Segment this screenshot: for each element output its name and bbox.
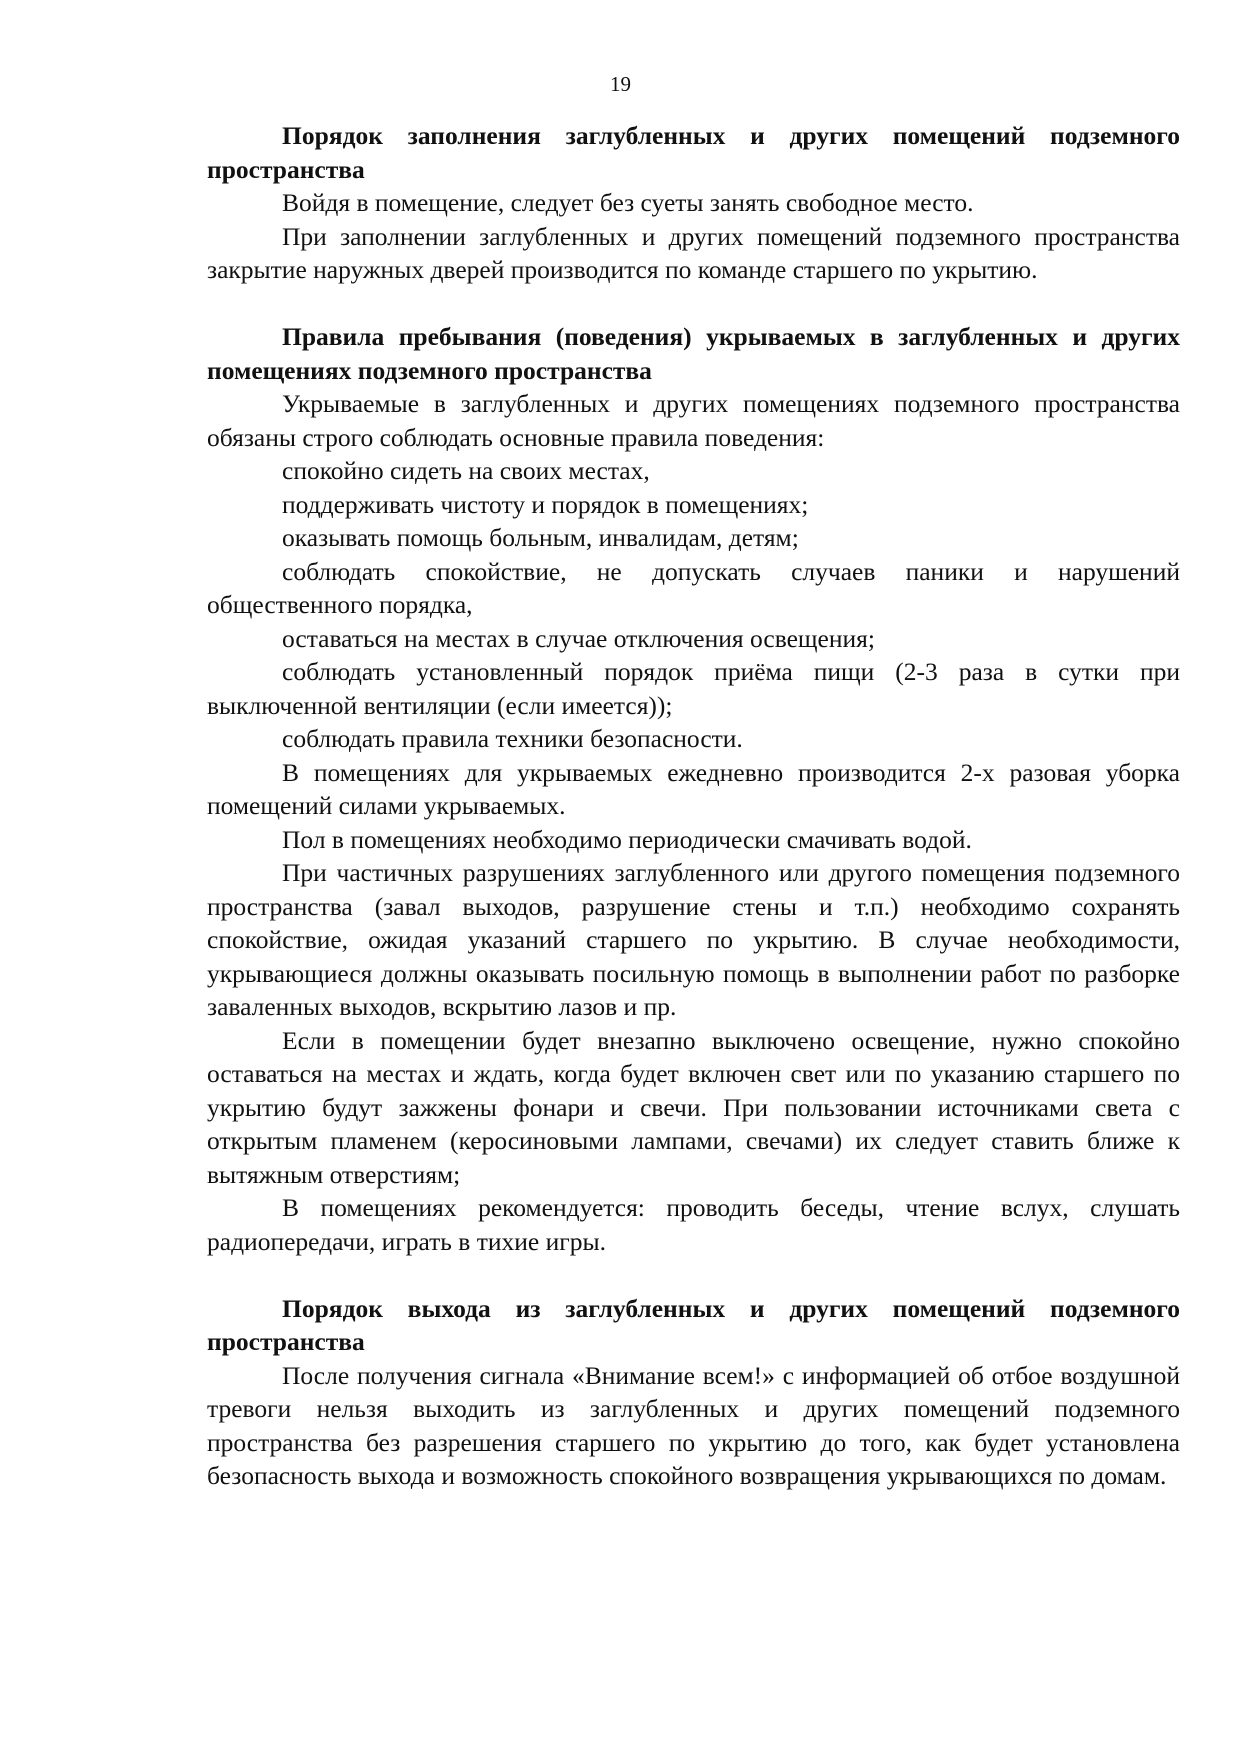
section-heading: Порядок заполнения заглубленных и других помещений подземного пространства xyxy=(207,121,1180,184)
paragraph: В помещениях рекомендуется: проводить беседы, чтение вслух, слушать радиопередачи, играть в тихие игры. xyxy=(207,1193,1180,1256)
page-number: 19 xyxy=(610,72,631,96)
paragraph: При заполнении заглубленных и других помещений подземного пространства закрытие наружных дверей производится по команде старшего по укрытию. xyxy=(207,221,1180,284)
rule-item: соблюдать правила техники безопасности. xyxy=(282,724,743,753)
rule-item: спокойно сидеть на своих местах, xyxy=(282,456,650,485)
paragraph: Войдя в помещение, следует без суеты занять свободное место. xyxy=(282,188,974,217)
section-heading: Порядок выхода из заглубленных и других помещений подземного пространства xyxy=(207,1293,1180,1356)
section-stay-rules xyxy=(207,320,1180,1258)
section-spacer xyxy=(207,287,1180,321)
rule-item: поддерживать чистоту и порядок в помещениях; xyxy=(282,489,809,519)
paragraph: Если в помещении будет внезапно выключено освещение, нужно спокойно оставаться на местах и ждать, когда будет включен свет или по указанию старшего по укрытию будут зажжены фонари и свечи. При пользовании источниками света с открытым пламенем (керосиновыми лампами, свечами) их следует ставить ближе к вытяжным отверстиям; xyxy=(207,1025,1180,1189)
section-filling-order xyxy=(207,119,1180,287)
paragraph: После получения сигнала «Внимание всем!» с информацией об отбое воздушной тревоги нельзя выходить из заглубленных и других помещений подземного пространства без разрешения старшего по укрытию до того, как будет установлена безопасность выхода и возможность спокойного возвращения укрывающихся по домам. xyxy=(207,1360,1180,1490)
rule-item: оставаться на местах в случае отключения освещения; xyxy=(282,623,875,653)
paragraph: В помещениях для укрываемых ежедневно производится 2-х разовая уборка помещений силами укрываемых. xyxy=(207,757,1180,820)
paragraph: Укрываемые в заглубленных и других помещениях подземного пространства обязаны строго соблюдать основные правила поведения: xyxy=(207,389,1180,452)
rule-item: соблюдать установленный порядок приёма пищи (2-3 раза в сутки при выключенной вентиляции (если имеется)); xyxy=(207,657,1180,720)
section-exit-order xyxy=(207,1292,1180,1493)
paragraph: Пол в помещениях необходимо периодически смачивать водой. xyxy=(282,824,972,854)
paragraph: При частичных разрушениях заглубленного или другого помещения подземного пространства (завал выходов, разрушение стены и т.п.) необходимо сохранять спокойствие, ожидая указаний старшего по укрытию. В случае необходимости, укрывающиеся должны оказывать посильную помощь в выполнении работ по разборке заваленных выходов, вскрытию лазов и пр. xyxy=(207,858,1180,1021)
document-body xyxy=(207,119,1180,1493)
section-heading: Правила пребывания (поведения) укрываемых в заглубленных и других помещениях подземного пространства xyxy=(207,322,1180,385)
rule-item: оказывать помощь больным, инвалидам, детям; xyxy=(282,523,799,552)
section-spacer xyxy=(207,1258,1180,1292)
rule-item: соблюдать спокойствие, не допускать случаев паники и нарушений общественного порядка, xyxy=(207,556,1180,619)
